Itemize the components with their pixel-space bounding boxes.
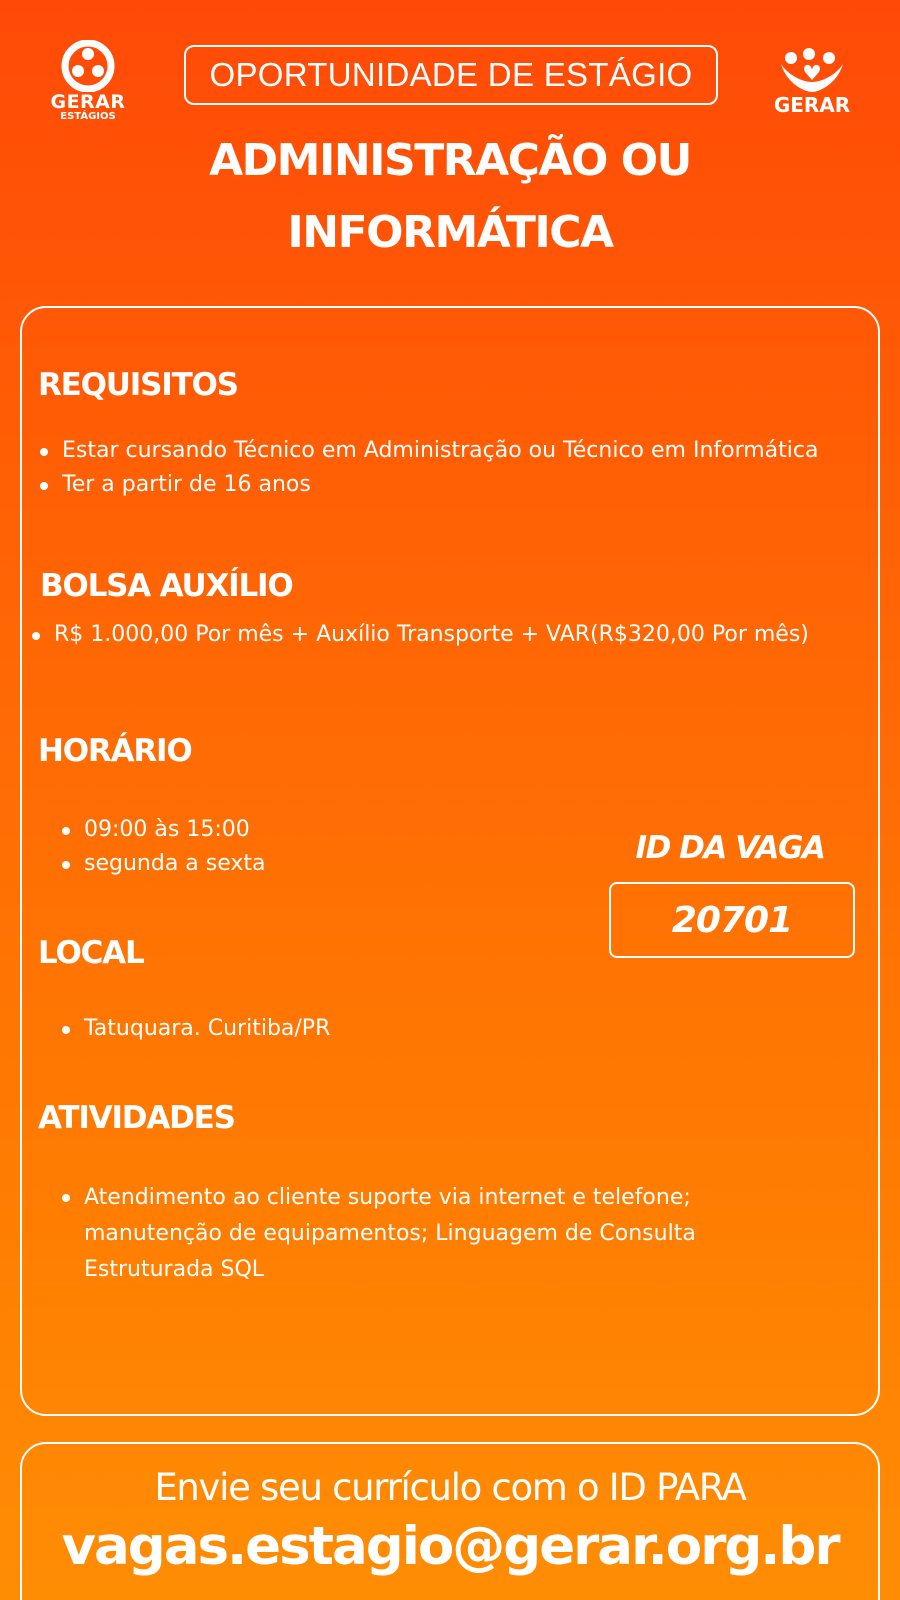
opportunity-tag: OPORTUNIDADE DE ESTÁGIO — [184, 45, 718, 105]
atividades-list — [60, 1180, 820, 1288]
title-line-2: INFORMÁTICA — [287, 207, 613, 258]
list-item: Atendimento ao cliente suporte via internet e telefone; manutenção de equipamentos; Linguagem de Consulta Estruturada SQL — [60, 1180, 820, 1288]
title-line-1: ADMINISTRAÇÃO OU — [209, 135, 691, 186]
id-vaga-value: 20701 — [671, 899, 793, 941]
bolsa-heading: BOLSA AUXÍLIO — [40, 568, 293, 604]
people-circle-icon — [59, 40, 117, 92]
atividades-heading: ATIVIDADES — [38, 1100, 235, 1136]
list-item: Estar cursando Técnico em Administração ou Técnico em Informática — [38, 434, 838, 468]
requisitos-heading: REQUISITOS — [38, 367, 238, 403]
list-item: Tatuquara. Curitiba/PR — [60, 1012, 660, 1046]
footer-instruction: Envie seu currículo com o ID PARA — [154, 1466, 746, 1509]
id-vaga-box — [609, 882, 855, 958]
hands-heart-icon — [777, 46, 847, 94]
horario-heading: HORÁRIO — [38, 733, 192, 769]
logo-left-subtitle: ESTÁGIOS — [60, 111, 116, 122]
local-list — [60, 1012, 660, 1046]
bolsa-list — [30, 618, 876, 652]
contact-email[interactable]: vagas.estagio@gerar.org.br — [61, 1516, 839, 1577]
list-item: segunda a sexta — [60, 847, 540, 881]
gerar-estagios-logo — [38, 40, 138, 135]
local-heading: LOCAL — [38, 935, 144, 971]
list-item: 09:00 às 15:00 — [60, 813, 540, 847]
list-item: R$ 1.000,00 Por mês + Auxílio Transporte + VAR(R$320,00 Por mês) — [30, 618, 876, 652]
gerar-logo — [762, 46, 862, 116]
id-vaga-label: ID DA VAGA — [635, 830, 825, 866]
list-item: Ter a partir de 16 anos — [38, 468, 838, 502]
logo-right-name: GERAR — [773, 93, 851, 117]
page-title — [120, 125, 780, 269]
horario-list — [60, 813, 540, 881]
requisitos-list — [38, 434, 838, 502]
logo-left-name: GERAR — [50, 91, 126, 113]
